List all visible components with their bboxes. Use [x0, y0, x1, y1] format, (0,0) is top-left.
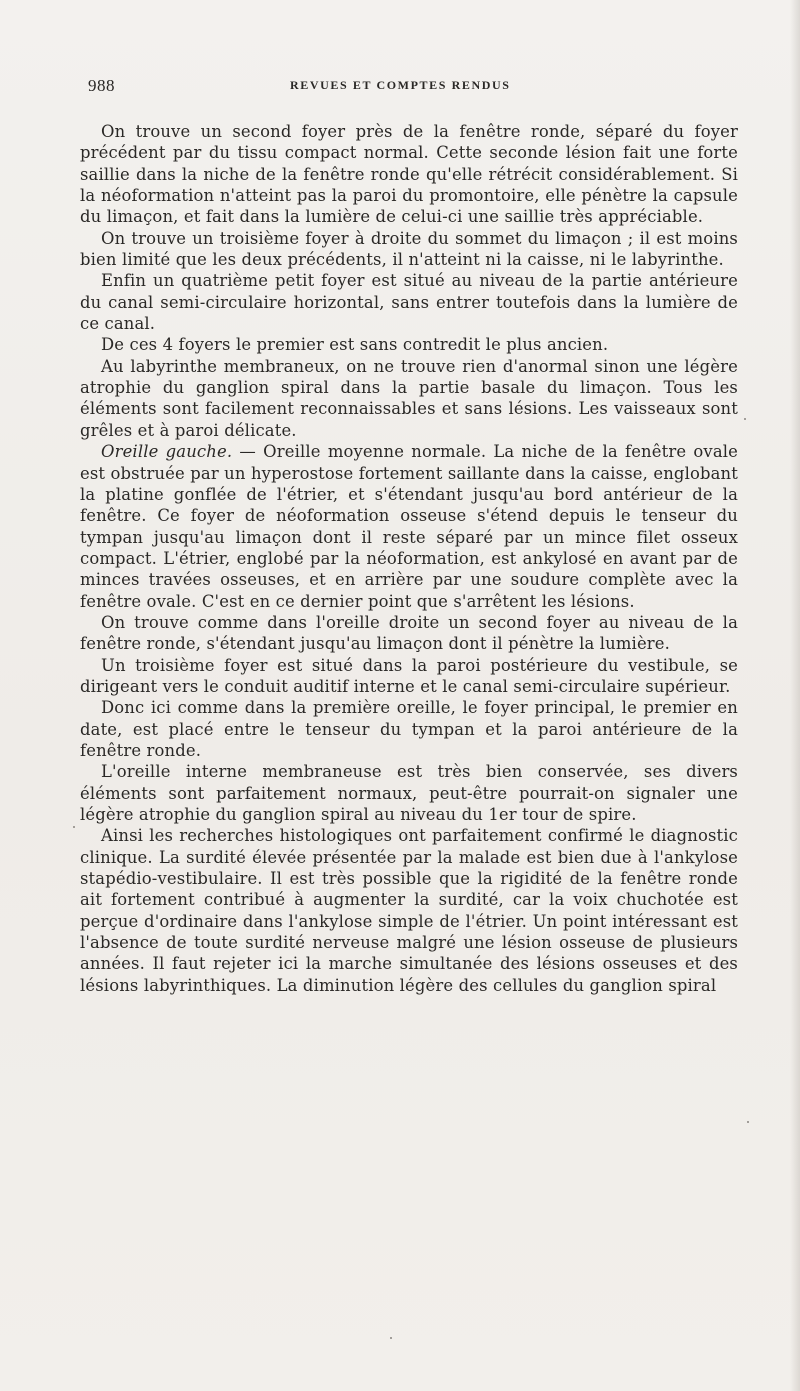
page-header [88, 76, 738, 98]
paragraph-6 [80, 441, 738, 612]
article-body [80, 121, 738, 996]
paragraph-4: De ces 4 foyers le premier est sans contredit le plus ancien. [101, 335, 609, 355]
paragraph-3: Enfin un quatrième petit foyer est situé au niveau de la partie antérieure du canal semi-circulaire horizontal, sans entrer toutefois dans la lumière de ce canal. [80, 271, 738, 334]
paragraph-5: Au labyrinthe membraneux, on ne trouve rien d'anormal sinon une légère atrophie du ganglion spiral dans la partie basale du limaçon. Tous les éléments sont facilement reconnaissables et sans lésions. Les vaisseaux sont grêles et à paroi délicate. [80, 356, 738, 440]
paragraph-6-text: — Oreille moyenne normale. La niche de la fenêtre ovale est obstruée par un hyperostose fortement saillante dans la caisse, englobant la platine gonflée de l'étrier, et s'étendant jusqu'au bord antérieur de la fenêtre. Ce foyer de néoformation osseuse s'étend depuis le tenseur du tympan jusqu'au limaçon dont il reste séparé par un mince filet osseux compact. L'étrier, englobé par la néoformation, est ankylosé en avant par de minces travées osseuses, et en arrière par une soudure complète avec la fenêtre ovale. C'est en ce dernier point que s'arrêtent les lésions. [80, 442, 738, 611]
section-lead-left-ear: Oreille gauche. [101, 442, 233, 462]
paragraph-2: On trouve un troisième foyer à droite du sommet du limaçon ; il est moins bien limité que les deux précédents, il n'atteint ni la caisse, ni le labyrinthe. [80, 228, 738, 270]
scan-speck [744, 418, 746, 420]
paragraph-10: L'oreille interne membraneuse est très bien conservée, ses divers éléments sont parfaitement normaux, peut-être pourrait-on signaler une légère atrophie du ganglion spiral au niveau du 1er tour de spire. [80, 762, 738, 824]
paragraph-7: On trouve comme dans l'oreille droite un second foyer au niveau de la fenêtre ronde, s'étendant jusqu'au limaçon dont il pénètre la lumière. [80, 612, 738, 654]
scan-speck [73, 826, 75, 828]
scan-speck [390, 1337, 392, 1339]
paragraph-8: Un troisième foyer est situé dans la paroi postérieure du vestibule, se dirigeant vers le conduit auditif interne et le canal semi-circulaire supérieur. [80, 655, 738, 696]
running-title: REVUES ET COMPTES RENDUS [290, 78, 511, 92]
paragraph-1: On trouve un second foyer près de la fenêtre ronde, séparé du foyer précédent par du tissu compact normal. Cette seconde lésion fait une forte saillie dans la niche de la fenêtre ronde qu'elle rétrécit considérablement. Si la néoformation n'atteint pas la paroi du promontoire, elle pénètre la capsule du limaçon, et fait dans la lumière de celui-ci une saillie très appréciable. [80, 122, 738, 227]
paragraph-11: Ainsi les recherches histologiques ont parfaitement confirmé le diagnostic clinique. La surdité élevée présentée par la malade est bien due à l'ankylose stapédio-vestibulaire. Il est très possible que la rigidité de la fenêtre ronde ait fortement contribué à augmenter la surdité, car la voix chuchotée est perçue d'ordinaire dans l'ankylose simple de l'étrier. Un point intéressant est l'absence de toute surdité nerveuse malgré une lésion osseuse de plusieurs années. Il faut rejeter ici la marche simultanée des lésions osseuses et des lésions labyrinthiques. La diminution légère des cellules du ganglion spiral [80, 826, 738, 995]
page-edge-shadow [790, 0, 800, 1391]
page-number: 988 [88, 76, 115, 95]
paragraph-9: Donc ici comme dans la première oreille, le foyer principal, le premier en date, est placé entre le tenseur du tympan et la paroi antérieure de la fenêtre ronde. [80, 698, 738, 760]
scan-speck [747, 1121, 749, 1123]
